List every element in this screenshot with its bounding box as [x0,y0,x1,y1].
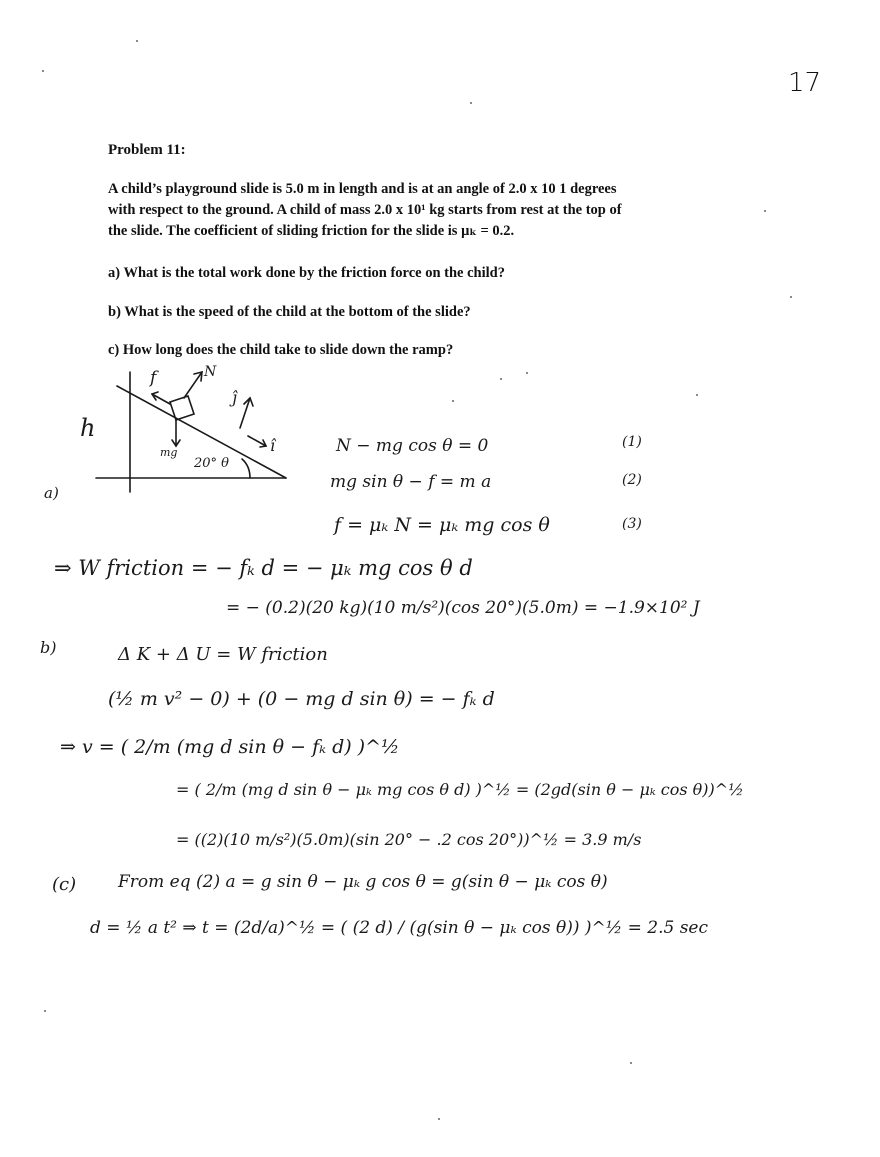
question-b: b) What is the speed of the child at the bottom of the slide? [108,304,471,320]
scan-speck [630,1062,632,1064]
work-line-2: = − (0.2)(20 kg)(10 m/s²)(cos 20°)(5.0m) = −1.9×10² J [226,598,700,618]
part-c-label: (c) [52,874,77,895]
equation-3: f = μₖ N = μₖ mg cos θ [334,514,550,536]
angle-label: 20° θ [194,456,230,471]
normal-label: N [204,364,217,380]
statement-line: A child’s playground slide is 5.0 m in length and is at an angle of 2.0 x 10 1 degrees [108,181,617,197]
equation-2: mg sin θ − f = m a [330,472,492,492]
equation-1-tag: (1) [622,434,642,450]
speed-line-2: = ( 2/m (mg d sin θ − μₖ mg cos θ d) )^½ = (2gd(sin θ − μₖ cos θ))^½ [176,780,744,799]
statement-line: with respect to the ground. A child of mass 2.0 x 10¹ kg starts from rest at the top of [108,202,622,218]
scan-speck [452,400,454,402]
scan-speck [42,70,44,72]
scan-speck [790,296,792,298]
scan-speck [526,372,528,374]
scan-speck [764,210,766,212]
angle-arc [242,459,250,478]
scan-speck [438,1118,440,1120]
speed-line-3: = ((2)(10 m/s²)(5.0m)(sin 20° − .2 cos 20°))^½ = 3.9 m/s [176,830,642,849]
scan-speck [500,378,502,380]
equation-3-tag: (3) [622,516,642,532]
i-hat-label: î [270,436,276,455]
time-line: d = ½ a t² ⇒ t = (2d/a)^½ = ( (2 d) / (g(sin θ − μₖ cos θ)) )^½ = 2.5 sec [90,918,709,938]
scan-speck [44,1010,46,1012]
j-hat-label: ĵ [232,388,237,407]
statement-line: the slide. The coefficient of sliding friction for the slide is μₖ = 0.2. [108,223,515,239]
problem-title: Problem 11: [108,142,186,158]
scan-speck [470,102,472,104]
question-c: c) How long does the child take to slide down the ramp? [108,342,454,358]
friction-label: f [150,368,157,388]
energy-line: Δ K + Δ U = W friction [118,644,328,665]
equation-2-tag: (2) [622,472,642,488]
accel-line: From eq (2) a = g sin θ − μₖ g cos θ = g(sin θ − μₖ cos θ) [118,872,608,892]
work-line-1: ⇒ W friction = − fₖ d = − μₖ mg cos θ d [54,556,473,580]
scan-speck [696,394,698,396]
part-a-label: a) [44,484,59,502]
part-b-label: b) [40,638,57,657]
energy-line-2: (½ m v² − 0) + (0 − mg d sin θ) = − fₖ d [108,688,495,710]
normal-arrow [184,372,202,398]
page-number: 17 [788,68,822,98]
scan-speck [136,40,138,42]
height-label: h [80,414,96,442]
weight-label: mg [160,446,178,459]
speed-line-1: ⇒ v = ( 2/m (mg d sin θ − fₖ d) )^½ [60,736,400,758]
equation-1: N − mg cos θ = 0 [336,436,489,456]
question-a: a) What is the total work done by the friction force on the child? [108,265,505,281]
